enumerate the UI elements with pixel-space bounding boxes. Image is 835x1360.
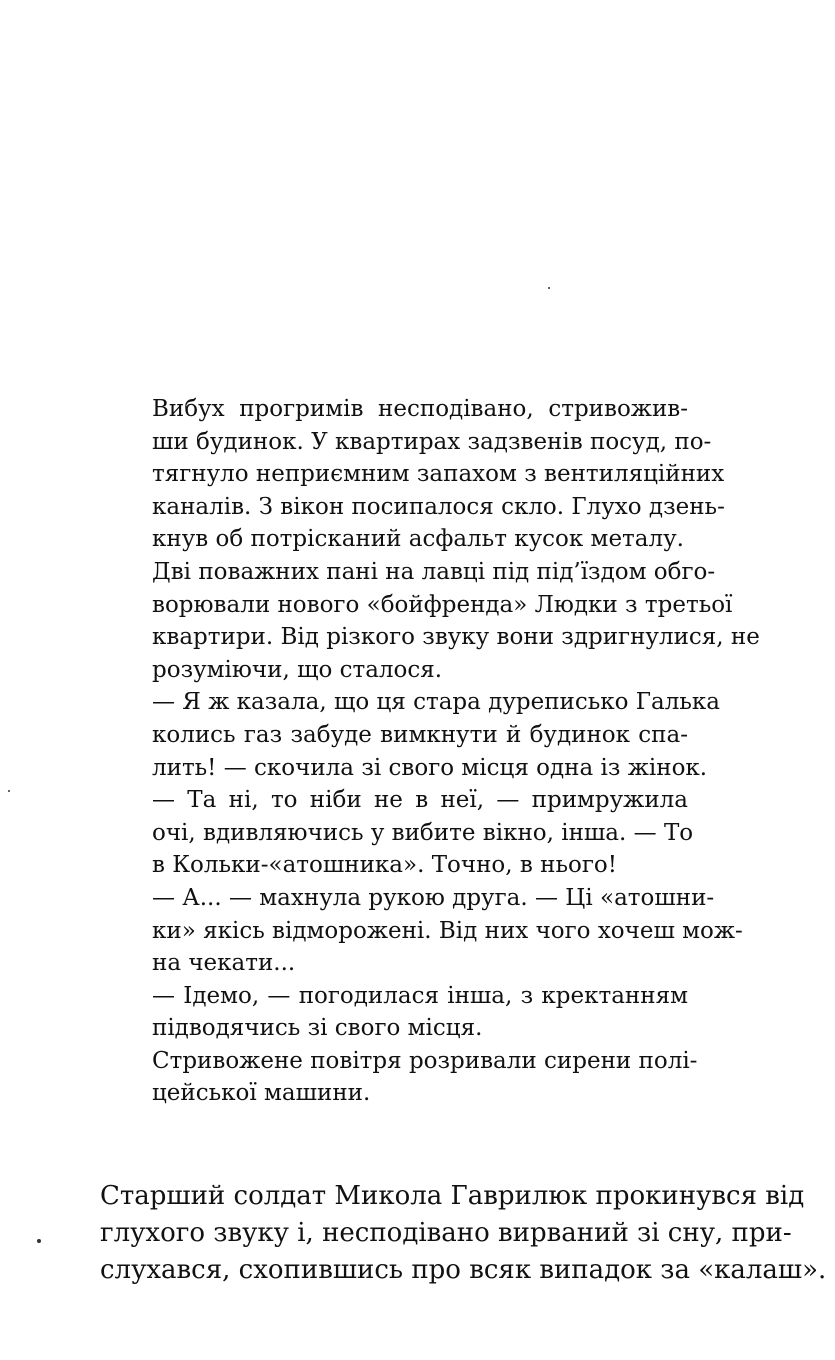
text-line: цейської машини. [152,1080,371,1107]
main-text [100,1178,827,1289]
text-line: — Я ж казала, що ця стара дуреписько Галька [152,689,720,716]
text-line: очі, вдивляючись у вибите вікно, інша. — То [152,819,694,846]
text-line: каналів. З вікон посипалося скло. Глухо дзень- [152,493,725,520]
text-line: ши будинок. У квартирах задзвенів посуд, по- [152,428,712,455]
print-speck [8,790,10,792]
paragraph [152,980,688,1045]
text-line: розуміючи, що сталося. [152,656,443,683]
text-line: ворювали нового «бойфренда» Людки з третьої [152,591,733,618]
text-line: ки» якісь відморожені. Від них чого хочеш мож- [152,917,743,944]
paragraph [152,784,694,882]
text-line: лить! — скочила зі свого місця одна із жінок. [152,754,708,781]
text-line: Дві поважних пані на лавці під під’їздом обго- [152,558,716,585]
paragraph [152,1045,698,1110]
paragraph [152,686,720,784]
text-line: Стривожене повітря розривали сирени полі- [152,1047,698,1074]
inset-excerpt [152,393,760,1110]
text-line: на чекати... [152,950,296,977]
text-line: колись газ забуде вимкнути й будинок спа- [152,721,688,748]
text-line: глухого звуку і, несподівано вирваний зі сну, при- [100,1218,792,1248]
print-speck [548,287,550,289]
text-line: кнув об потрісканий асфальт кусок металу. [152,526,684,553]
text-line: в Кольки-«атошника». Точно, в нього! [152,852,617,879]
text-line: слухався, схопившись про всяк випадок за «калаш». [100,1255,827,1285]
text-line: квартири. Від різкого звуку вони здригнулися, не [152,624,760,651]
text-line: Старший солдат Микола Гаврилюк прокинувся від [100,1181,805,1211]
text-line: — Ідемо, — погодилася інша, з кректанням [152,982,688,1009]
text-line: — А... — махнула рукою друга. — Ці «атошни- [152,884,715,911]
text-line: Вибух прогримів несподівано, стривожив- [152,396,688,422]
text-line: — Та ні, то ніби не в неї, — примружила [152,787,688,814]
text-line: тягнуло неприємним запахом з вентиляційних [152,461,725,488]
text-line: підводячись зі свого місця. [152,1015,483,1042]
paragraph [152,882,743,980]
print-speck [37,1239,41,1243]
paragraph [152,393,725,556]
paragraph [152,556,760,686]
